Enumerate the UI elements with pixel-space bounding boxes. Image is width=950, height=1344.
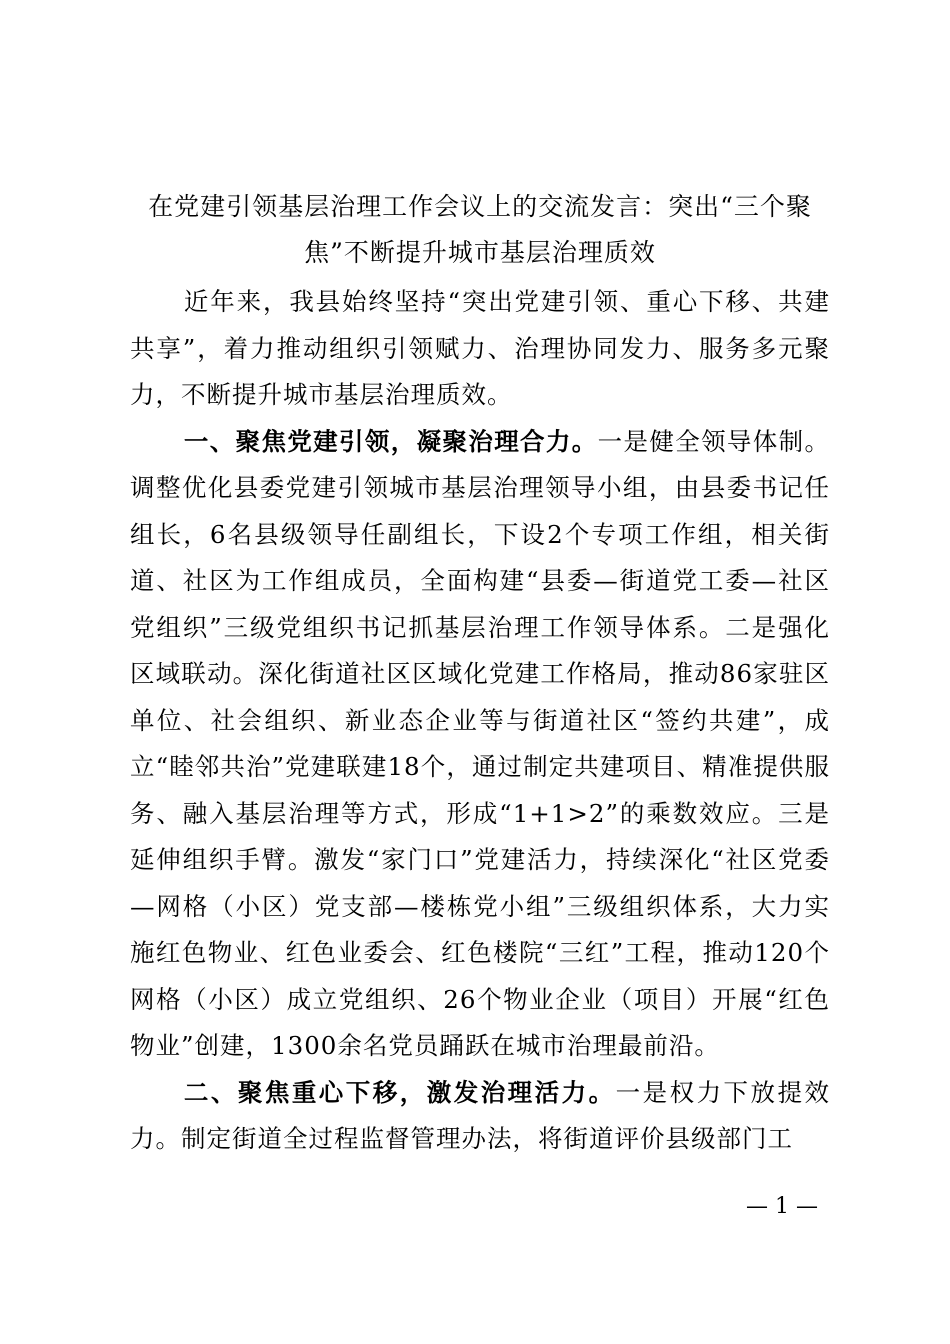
page-number: — 1 — — [746, 1194, 818, 1219]
document-title — [130, 184, 830, 276]
section-1-heading: 一、聚焦党建引领，凝聚治理合力。 — [183, 426, 598, 456]
title-line-2: 焦”不断提升城市基层治理质效 — [304, 238, 656, 267]
section-2-text: 一是权力下放提效力。制定街道全过程监督管理办法，将街道评价县级部门工 — [130, 1077, 831, 1153]
document-body — [130, 279, 830, 1163]
intro-paragraph: 近年来，我县始终坚持“突出党建引领、重心下移、共建共享”，着力推动组织引领赋力、治理协同发力、服务多元聚力，不断提升城市基层治理质效。 — [130, 287, 830, 409]
section-2-heading: 二、聚焦重心下移，激发治理活力。 — [183, 1077, 616, 1107]
section-2-paragraph — [130, 1070, 830, 1163]
title-line-1: 在党建引领基层治理工作会议上的交流发言：突出“三个聚 — [148, 192, 812, 221]
section-1-paragraph — [130, 419, 830, 1070]
section-1-text: 一是健全领导体制。调整优化县委党建引领城市基层治理领导小组，由县委书记任组长，6名县级领导任副组长，下设2个专项工作组，相关街道、社区为工作组成员，全面构建“县委—街道党工委—社区党组织”三级党组织书记抓基层治理工作领导体系。二是强化区域联动。深化街道社区区域化党建工作格局，推动86家驻区单位、社会组织、新业态企业等与街道社区“签约共建”，成立“睦邻共治”党建联建18个，通过制定共建项目、精准提供服务、融入基层治理等方式，形成“1+1>2”的乘数效应。三是延伸组织手臂。激发“家门口”党建活力，持续深化“社区党委—网格（小区）党支部—楼栋党小组”三级组织体系，大力实施红色物业、红色业委会、红色楼院“三红”工程，推动120个网格（小区）成立党组织、26个物业企业（项目）开展“红色物业”创建，1300余名党员踊跃在城市治理最前沿。 — [130, 426, 831, 1060]
